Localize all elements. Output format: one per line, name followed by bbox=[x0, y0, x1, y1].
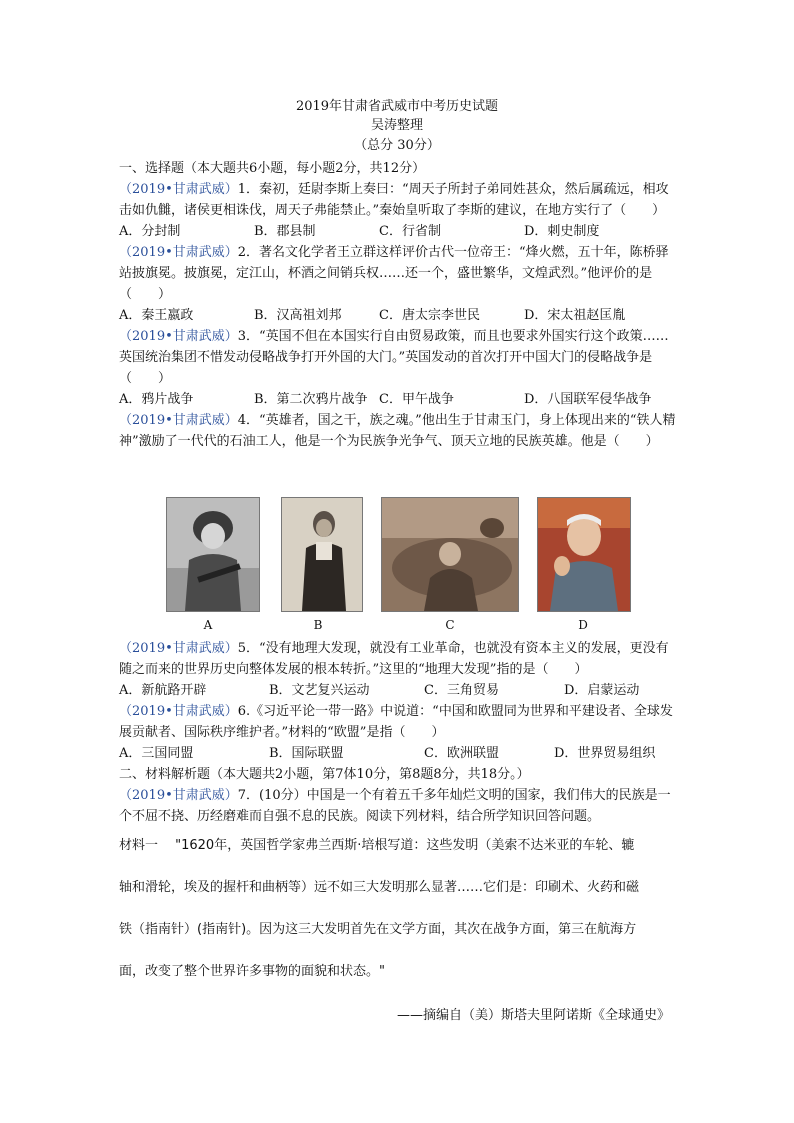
material-line-1: 材料一 "1620年，英国哲学家弗兰西斯·培根写道：这些发明（美索不达米亚的车轮、辘 bbox=[119, 838, 635, 853]
option-a: A．分封制 bbox=[119, 224, 181, 239]
photo-label-d: D bbox=[578, 618, 588, 632]
option-c: C．唐太宗李世民 bbox=[379, 308, 480, 323]
question-2-options bbox=[119, 305, 679, 326]
option-d: D．宋太祖赵匡胤 bbox=[524, 308, 626, 323]
photo-d-elder bbox=[537, 497, 631, 612]
option-a: A．鸦片战争 bbox=[119, 392, 194, 407]
option-a: A．秦王嬴政 bbox=[119, 308, 194, 323]
question-6 bbox=[119, 701, 679, 743]
question-1 bbox=[119, 179, 679, 221]
question-5-options bbox=[119, 680, 679, 701]
question-source: （2019•甘肃武威） bbox=[119, 245, 238, 260]
material-citation: ——摘编自（美）斯塔夫里阿诺斯《全球通史》 bbox=[396, 1008, 670, 1023]
option-c: C．甲午战争 bbox=[379, 392, 454, 407]
option-d: D．刺史制度 bbox=[524, 224, 600, 239]
option-c: C．行省制 bbox=[379, 224, 441, 239]
question-stem: 2．著名文化学者王立群这样评价古代一位帝王：“烽火燃，五十年，陈桥驿站披旗冕。披旗冕，定江山，杯酒之间销兵权……还一个，盛世繁华，文煌武烈。”他评价的是（ ） bbox=[119, 245, 669, 302]
photo-label-b: B bbox=[313, 618, 323, 632]
option-d: D．启蒙运动 bbox=[564, 683, 640, 698]
question-2 bbox=[119, 242, 679, 305]
photo-c-oil-worker bbox=[381, 497, 519, 612]
section-1-continued bbox=[119, 638, 679, 827]
question-source: （2019•甘肃武威） bbox=[119, 788, 238, 803]
question-stem: 5．“没有地理大发现，就没有工业革命，也就没有资本主义的发展，更没有随之而来的世界历史向整体发展的根本转折。”这里的“地理大发现”指的是（ ） bbox=[119, 641, 669, 677]
material-line-2: 轴和滑轮，埃及的握杆和曲柄等）远不如三大发明那么显著……它们是：印刷术、火药和磁 bbox=[119, 880, 640, 895]
question-stem: 7．(10分）中国是一个有着五千多年灿烂文明的国家，我们伟大的民族是一个不屈不挠、历经磨难而自强不息的民族。阅读下列材料，结合所学知识回答问题。 bbox=[119, 788, 671, 824]
option-b: B．文艺复兴运动 bbox=[269, 683, 370, 698]
option-b: B．国际联盟 bbox=[269, 746, 344, 761]
question-6-options bbox=[119, 743, 679, 764]
section-1 bbox=[119, 158, 679, 452]
option-b: B．汉高祖刘邦 bbox=[254, 308, 342, 323]
question-source: （2019•甘肃武威） bbox=[119, 704, 238, 719]
section-2-heading: 二、材料解析题（本大题共2小题，第7体10分，第8题8分，共18分。） bbox=[119, 767, 530, 782]
material-line-3: 铁（指南针）(指南针)。因为这三大发明首先在文学方面，其次在战争方面，第三在航海方 bbox=[119, 922, 637, 937]
question-4 bbox=[119, 410, 679, 452]
question-source: （2019•甘肃武威） bbox=[119, 182, 238, 197]
option-a: A．新航路开辟 bbox=[119, 683, 207, 698]
photo-label-c: C bbox=[445, 618, 455, 632]
option-b: B．第二次鸦片战争 bbox=[254, 392, 368, 407]
section-1-heading: 一、选择题（本大题共6小题，每小题2分，共12分） bbox=[119, 161, 426, 176]
question-7 bbox=[119, 785, 679, 827]
question-source: （2019•甘肃武威） bbox=[119, 641, 238, 656]
photo-label-a: A bbox=[203, 618, 213, 632]
photo-a-soldier bbox=[166, 497, 260, 612]
question-5 bbox=[119, 638, 679, 680]
question-stem: 1．秦初，廷尉李斯上奏曰：“周天子所封子弟同姓甚众，然后属疏远，相攻击如仇雠，诸侯更相诛伐，周天子弗能禁止。”秦始皇听取了李斯的建议，在地方实行了（ ） bbox=[119, 182, 669, 218]
option-d: D．世界贸易组织 bbox=[554, 746, 656, 761]
option-c: C．三角贸易 bbox=[424, 683, 499, 698]
question-stem: 4．“英雄者，国之干，族之魂。”他出生于甘肃玉门，身上体现出来的“铁人精神”激励了一代代的石油工人，他是一个为民族争光争气、顶天立地的民族英雄。他是（ ） bbox=[119, 413, 676, 449]
material-line-4: 面，改变了整个世界许多事物的面貌和状态。" bbox=[119, 964, 385, 979]
question-1-options bbox=[119, 221, 679, 242]
option-d: D．八国联军侵华战争 bbox=[524, 392, 652, 407]
exam-title: 2019年甘肃省武威市中考历史试题 bbox=[295, 99, 499, 114]
exam-total-score: （总分 30分） bbox=[354, 138, 440, 153]
exam-author: 吴涛整理 bbox=[370, 118, 423, 133]
option-b: B．郡县制 bbox=[254, 224, 316, 239]
option-c: C．欧洲联盟 bbox=[424, 746, 499, 761]
photo-b-man bbox=[281, 497, 363, 612]
question-stem: 6.《习近平论一带一路》中说道：“中国和欧盟同为世界和平建设者、全球发展贡献者、国际秩序维护者。”材料的“欧盟”是指（ ） bbox=[119, 704, 673, 740]
option-a: A．三国同盟 bbox=[119, 746, 194, 761]
question-3 bbox=[119, 326, 679, 389]
question-source: （2019•甘肃武威） bbox=[119, 329, 238, 344]
question-stem: 3．“英国不但在本国实行自由贸易政策，而且也要求外国实行这个政策……英国统治集团不惜发动侵略战争打开外国的大门。”英国发动的首次打开中国大门的侵略战争是（ ） bbox=[119, 329, 669, 386]
question-4-photos bbox=[0, 497, 794, 637]
question-source: （2019•甘肃武威） bbox=[119, 413, 238, 428]
question-3-options bbox=[119, 389, 679, 410]
